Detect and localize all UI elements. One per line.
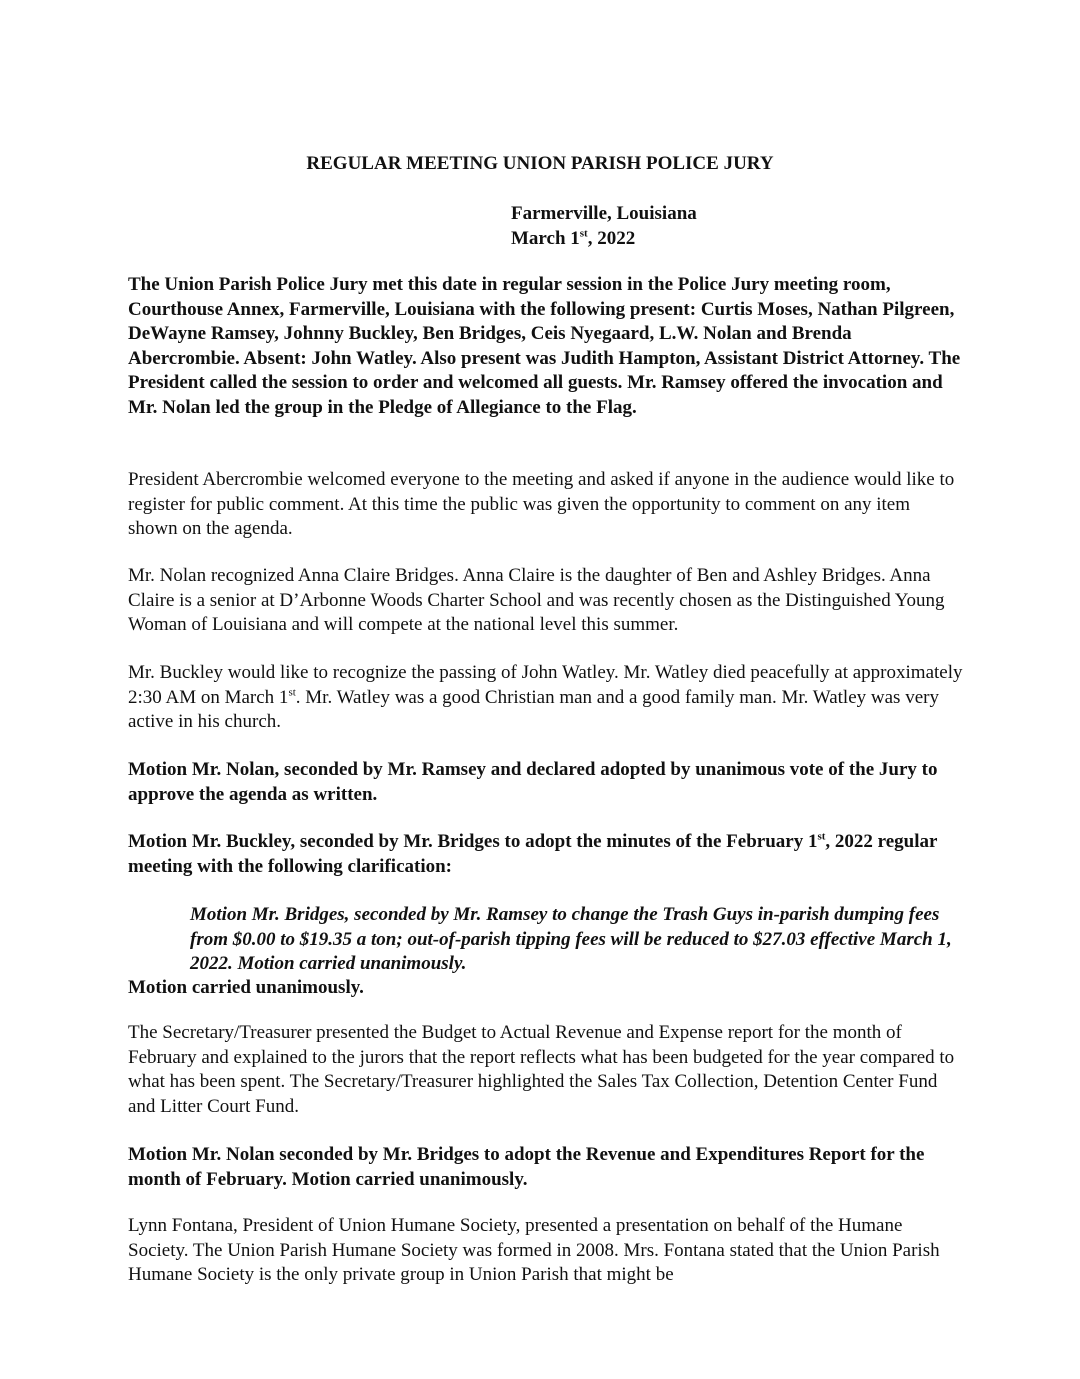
document-title: REGULAR MEETING UNION PARISH POLICE JURY [306, 153, 774, 174]
recognition-paragraph: Mr. Nolan recognized Anna Claire Bridges. Anna Claire is the daughter of Ben and Ashley Bridges. Anna Claire is a senior at D’Arbonne Woods Charter School and was recently chosen as the Distinguished Young Woman of Louisiana and will compete at the national level this summer. [128, 565, 945, 636]
budget-paragraph: The Secretary/Treasurer presented the Budget to Actual Revenue and Expense report for the month of February and explained to the jurors that the report reflects what has been budgeted for the year compared to what has been spent. The Secretary/Treasurer highlighted the Sales Tax Collection, Detention Center Fund and Litter Court Fund. [128, 1022, 955, 1117]
meeting-location: Farmerville, Louisiana [511, 203, 697, 224]
humane-society-paragraph: Lynn Fontana, President of Union Humane Society, presented a presentation on behalf of the Humane Society. The Union Parish Humane Society was formed in 2008. Mrs. Fontana stated that the Union Parish Humane Society is the only private group in Union Parish that might be [128, 1215, 940, 1286]
clarification-quote: Motion Mr. Bridges, seconded by Mr. Ramsey to change the Trash Guys in-parish dumping fees from $0.00 to $19.35 a ton; out-of-parish tipping fees will be reduced to $27.03 effective March 1, 2022. Motion carried unanimously. [190, 904, 952, 975]
motion-carried-line: Motion carried unanimously. [128, 977, 364, 998]
dateline [511, 202, 697, 251]
agenda-motion-paragraph: Motion Mr. Nolan, seconded by Mr. Ramsey and declared adopted by unanimous vote of the Jury to approve the agenda as written. [128, 759, 938, 805]
attendance-paragraph: The Union Parish Police Jury met this date in regular session in the Police Jury meeting room, Courthouse Annex, Farmerville, Louisiana with the following present: Curtis Moses, Nathan Pilgreen, DeWayne Ramsey, Johnny Buckley, Ben Bridges, Ceis Nyegaard, L.W. Nolan and Brenda Abercrombie. Absent: John Watley. Also present was Judith Hampton, Assistant District Attorney. The President called the session to order and welcomed all guests. Mr. Ramsey offered the invocation and Mr. Nolan led the group in the Pledge of Allegiance to the Flag. [128, 274, 961, 418]
minutes-motion-paragraph: Motion Mr. Buckley, seconded by Mr. Bridges to adopt the minutes of the February 1st, 2022 regular meeting with the following clarification: [128, 830, 938, 877]
public-comment-paragraph: President Abercrombie welcomed everyone to the meeting and asked if anyone in the audience would like to register for public comment. At this time the public was given the opportunity to comment on any item shown on the agenda. [128, 469, 955, 540]
report-motion-paragraph: Motion Mr. Nolan seconded by Mr. Bridges to adopt the Revenue and Expenditures Report for the month of February. Motion carried unanimously. [128, 1144, 925, 1190]
meeting-date: March 1st, 2022 [511, 227, 636, 249]
watley-paragraph: Mr. Buckley would like to recognize the passing of John Watley. Mr. Watley died peacefully at approximately 2:30 AM on March 1st. Mr. Watley was a good Christian man and a good family man. Mr. Watley was very active in his church. [128, 662, 963, 733]
